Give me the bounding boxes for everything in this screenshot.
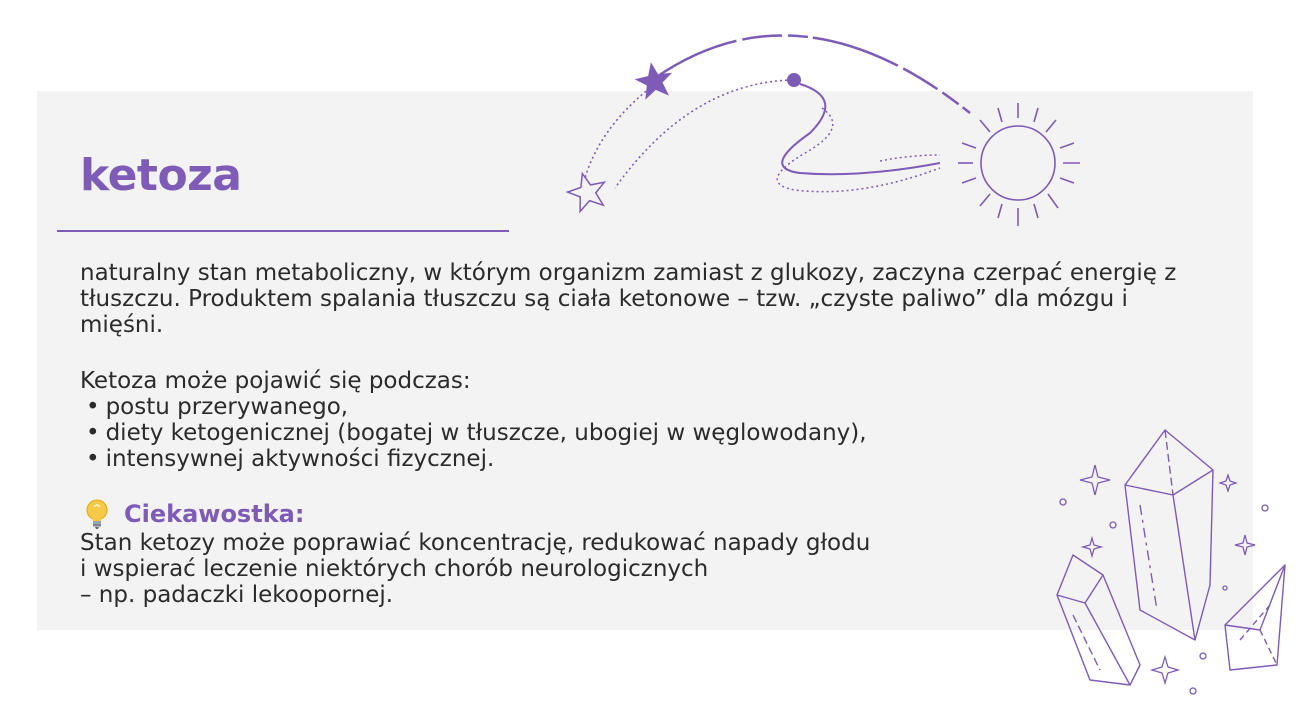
fact-text: Stan ketozy może poprawiać koncentrację, redukować napady głodu i wspierać leczenie niektórych chorób neurologicznych – np. padaczki lekoopornej.: [80, 530, 871, 608]
fact-heading: [80, 498, 304, 530]
crystals-icon: [1045, 425, 1303, 715]
star-icon: [632, 59, 676, 101]
outline-star-icon: [564, 169, 610, 214]
sparkle-icon: [1060, 465, 1268, 694]
list-item: • diety ketogenicznej (bogatej w tłuszcze, ubogiej w węglowodany),: [86, 420, 867, 446]
sun-icon: [958, 103, 1080, 226]
conditions-intro: Ketoza może pojawić się podczas:: [80, 368, 471, 394]
list-item: • postu przerywanego,: [86, 394, 349, 420]
conditions-list: [86, 394, 867, 472]
fact-label: Ciekawostka:: [124, 500, 305, 528]
lightbulb-icon: [80, 498, 114, 530]
page-title: ketoza: [80, 150, 242, 201]
title-divider: [57, 230, 509, 232]
definition-text: naturalny stan metaboliczny, w którym organizm zamiast z glukozy, zaczyna czerpać energię z tłuszczu. Produktem spalania tłuszczu są ciała ketonowe – tzw. „czyste paliwo” dla mózgu i mięśni.: [80, 260, 1177, 338]
list-item: • intensywnej aktywności fizycznej.: [86, 446, 495, 472]
celestial-decoration: [560, 18, 1090, 238]
